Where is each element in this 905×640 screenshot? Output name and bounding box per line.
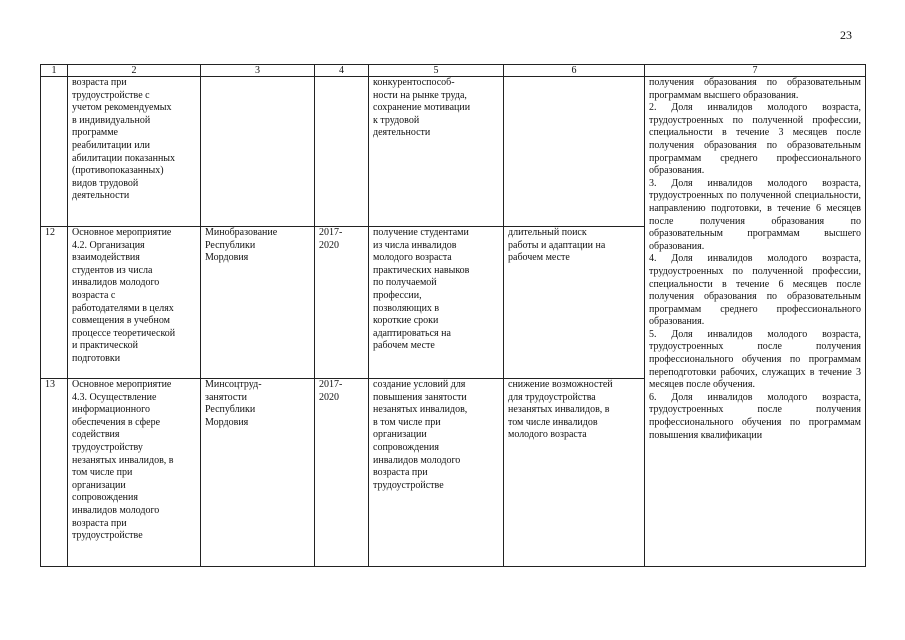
row-number-cell: 13	[41, 379, 68, 567]
column-header: 3	[201, 65, 315, 77]
consequences-cell: длительный поиск работы и адаптации на рабочем месте	[504, 227, 645, 379]
column-header: 4	[315, 65, 369, 77]
column-header: 6	[504, 65, 645, 77]
indicator-item: 4. Доля инвалидов молодого возраста, трудоустроенных по полученной профессии, специальности в течение 6 месяцев после получения образования по образовательным программам среднего профессионального образования.	[649, 253, 861, 328]
activity-name-cell: Основное мероприятие 4.2. Организация взаимодействия студентов из числа инвалидов молодого возраста с работодателями в целях совмещения в учебном процессе теоретической и практической подготовки	[68, 227, 201, 379]
consequences-cell: снижение возможностей для трудоустройства незанятых инвалидов, в том числе инвалидов молодого возраста	[504, 379, 645, 567]
indicator-item: 5. Доля инвалидов молодого возраста, трудоустроенных после получения профессионального обучения по программам переподготовки рабочих, служащих в течение 3 месяцев после обучения.	[649, 328, 861, 391]
table-row-continuation	[41, 77, 866, 227]
period-cell	[315, 77, 369, 227]
header-row	[41, 65, 866, 77]
executor-cell	[201, 77, 315, 227]
executor-cell: Минобразование Республики Мордовия	[201, 227, 315, 379]
column-header: 5	[369, 65, 504, 77]
page-number: 23	[840, 28, 852, 42]
row-number-cell	[41, 77, 68, 227]
expected-result-cell: конкурентоспособ- ности на рынке труда, сохранение мотивации к трудовой деятельности	[369, 77, 504, 227]
column-header: 7	[645, 65, 866, 77]
period-cell: 2017- 2020	[315, 379, 369, 567]
indicator-item: получения образования по образовательным программам высшего образования.	[649, 77, 861, 101]
indicator-item: 2. Доля инвалидов молодого возраста, трудоустроенных по полученной профессии, специальности в течение 3 месяцев после получения образования по образовательным программам среднего профессионального образования.	[649, 102, 861, 177]
indicators-cell	[645, 77, 866, 567]
row-number-cell: 12	[41, 227, 68, 379]
expected-result-cell: получение студентами из числа инвалидов молодого возраста практических навыков по получаемой профессии, позволяющих в короткие сроки адаптироваться на рабочем месте	[369, 227, 504, 379]
column-header: 1	[41, 65, 68, 77]
program-table	[40, 64, 866, 567]
period-cell: 2017- 2020	[315, 227, 369, 379]
activity-name-cell: Основное мероприятие 4.3. Осуществление информационного обеспечения в сфере содействия трудоустройству незанятых инвалидов, в том числе при организации сопровождения инвалидов молодого возраста при трудоустройстве	[68, 379, 201, 567]
activity-name-cell: возраста при трудоустройстве с учетом рекомендуемых в индивидуальной программе реабилитации или абилитации показанных (противопоказанных) видов трудовой деятельности	[68, 77, 201, 227]
consequences-cell	[504, 77, 645, 227]
indicator-item: 6. Доля инвалидов молодого возраста, трудоустроенных после получения профессионального обучения по программам повышения квалификации	[649, 391, 861, 441]
executor-cell: Минсоцтруд- занятости Республики Мордовия	[201, 379, 315, 567]
column-header: 2	[68, 65, 201, 77]
indicator-item: 3. Доля инвалидов молодого возраста, трудоустроенных по полученной специальности, направлению подготовки, в течение 6 месяцев после получения образования по образовательным программам высшего образования.	[649, 177, 861, 252]
expected-result-cell: создание условий для повышения занятости незанятых инвалидов, в том числе при организации сопровождения инвалидов молодого возраста при трудоустройстве	[369, 379, 504, 567]
